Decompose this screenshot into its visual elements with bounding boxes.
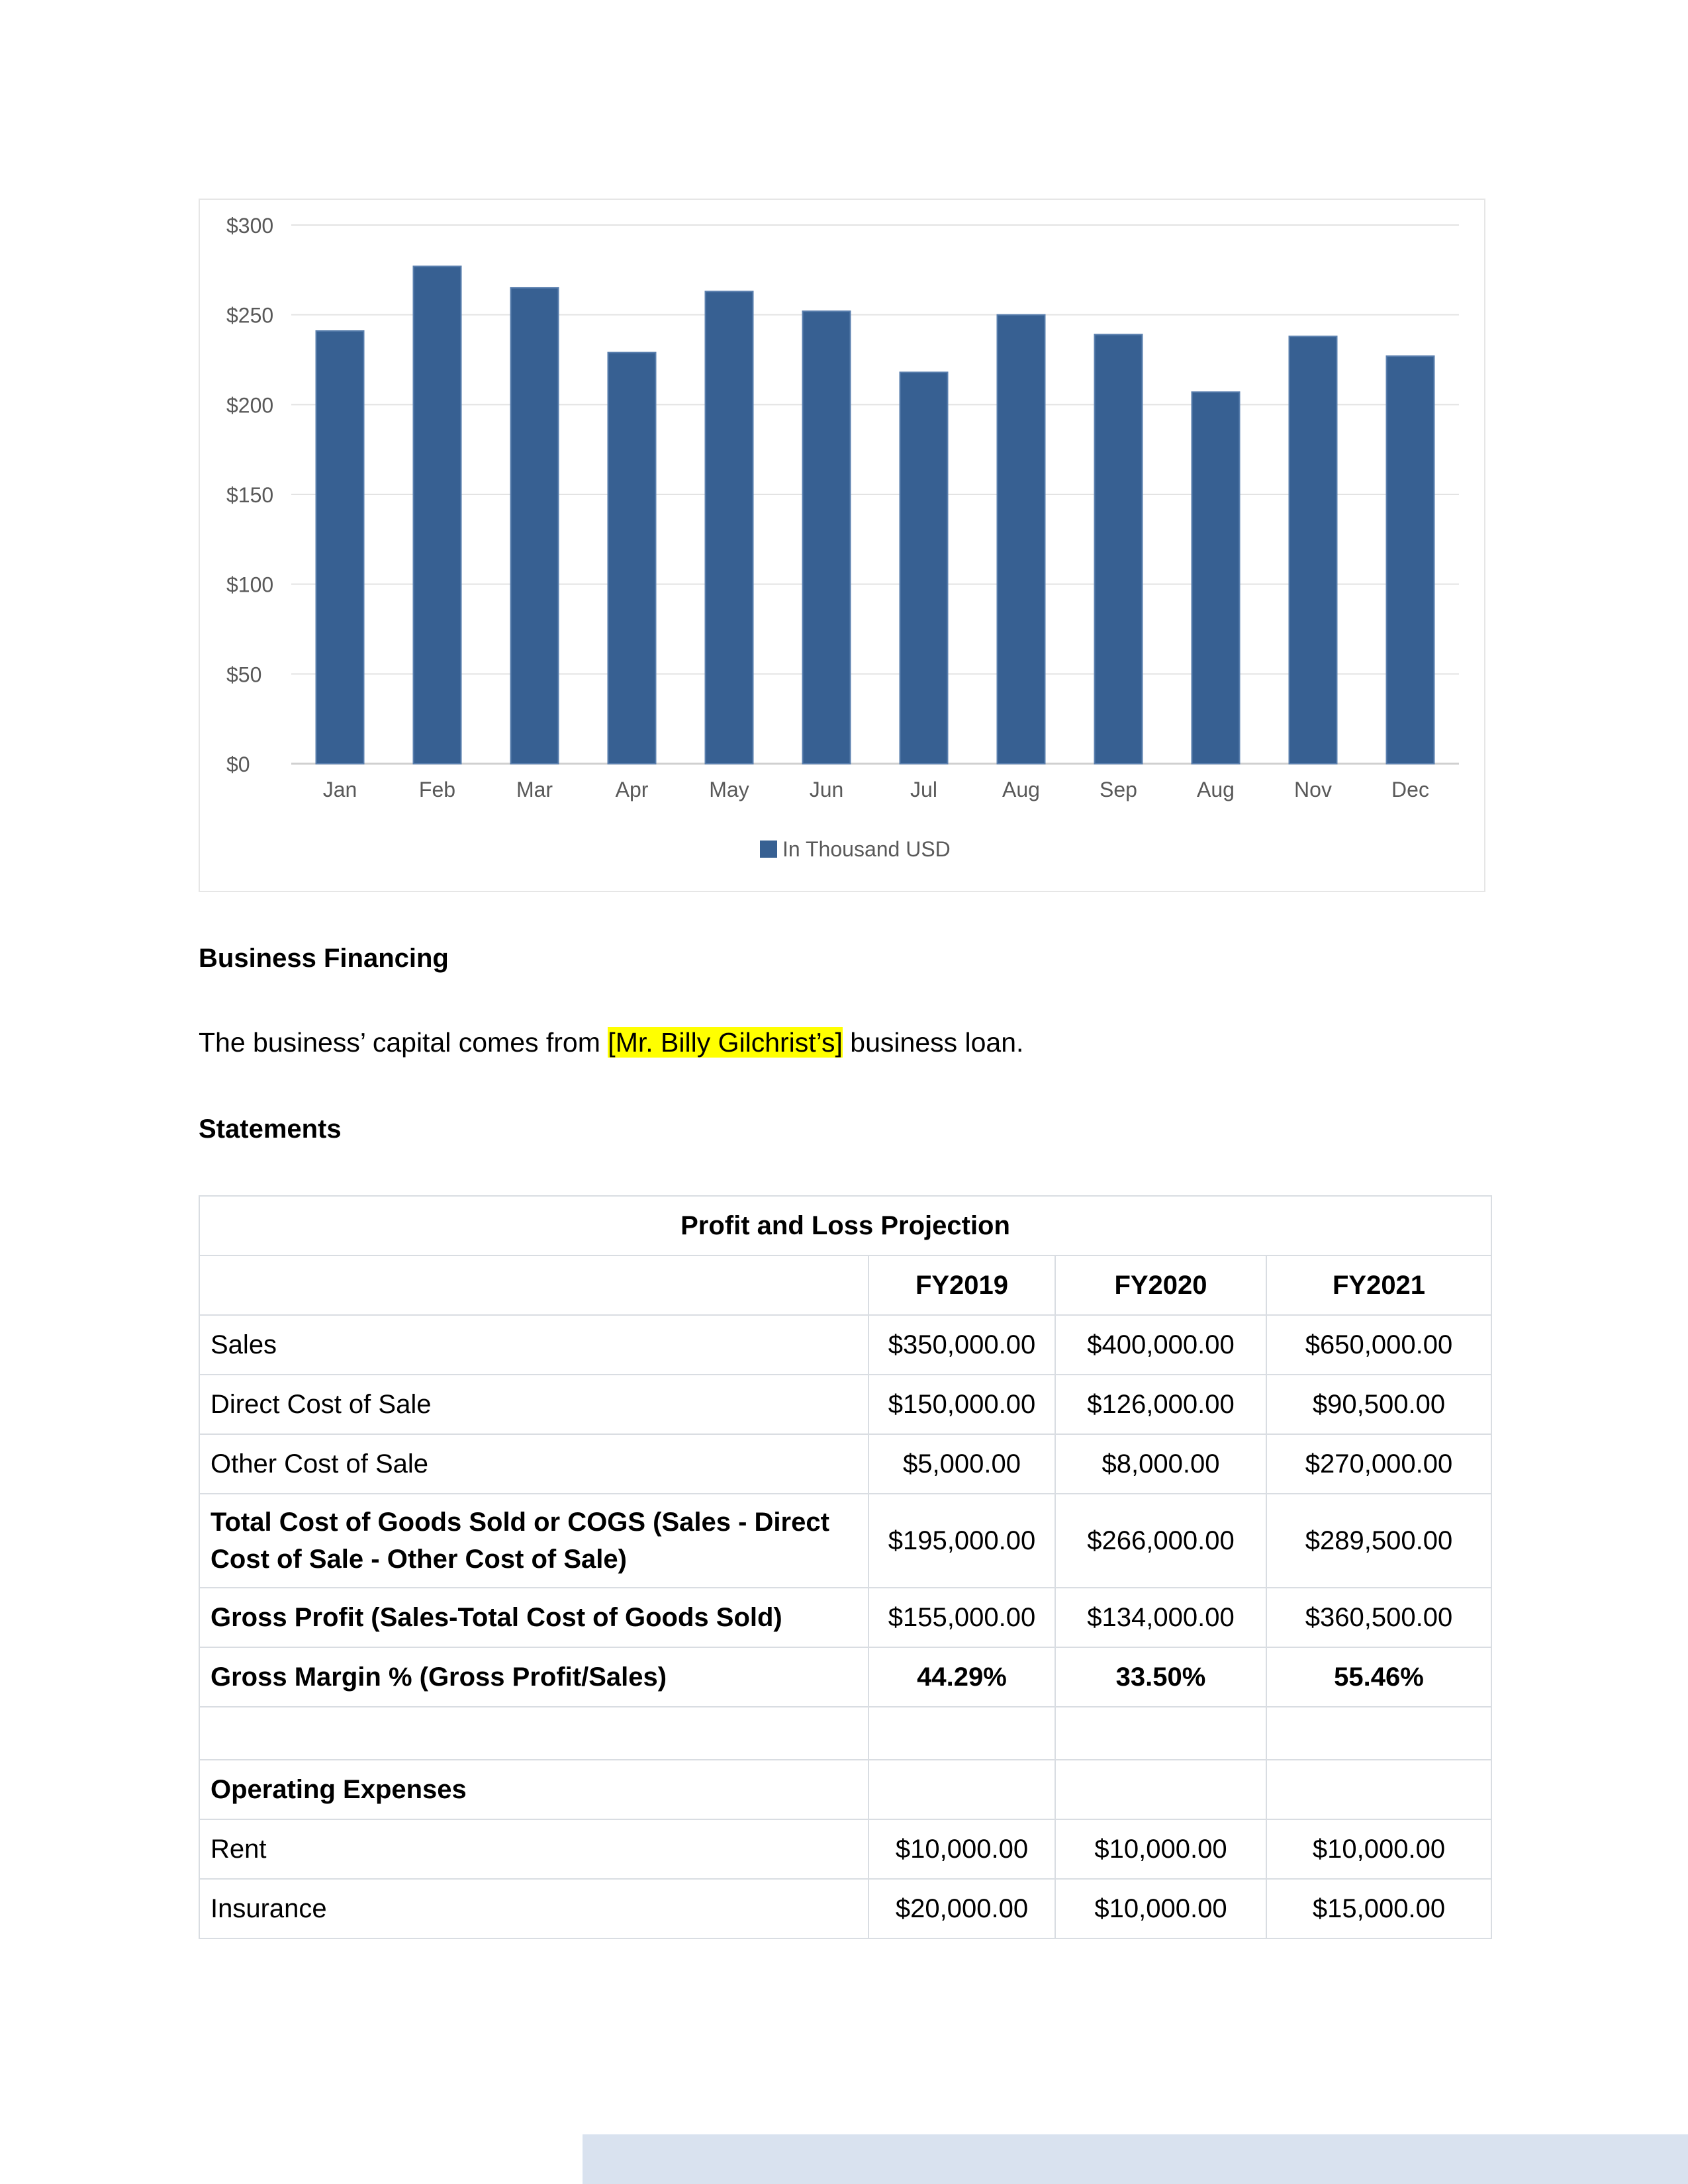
y-tick-label: $200 [226,393,274,418]
year-header: FY2021 [1266,1255,1491,1315]
bar [1095,335,1143,764]
table-row [199,1588,1491,1647]
y-tick-label: $50 [226,662,262,687]
row-label: Rent [199,1819,868,1879]
bar [998,315,1045,764]
business-financing-heading: Business Financing [199,944,449,973]
x-tick-label: May [709,778,749,801]
row-value: $10,000.00 [868,1819,1055,1879]
x-tick-label: Dec [1391,778,1429,801]
y-tick-label: $150 [226,483,274,507]
empty-cell [199,1707,868,1760]
chart-canvas [200,200,1484,891]
x-tick-label: Nov [1294,778,1332,801]
table-row [199,1375,1491,1434]
row-value: $400,000.00 [1055,1315,1266,1375]
row-value: $20,000.00 [868,1879,1055,1938]
row-value: $10,000.00 [1055,1819,1266,1879]
bar [706,291,753,764]
row-value: 55.46% [1266,1647,1491,1707]
table-row [199,1315,1491,1375]
x-tick-label: Mar [516,778,553,801]
table-row [199,1819,1491,1879]
row-label: Gross Margin % (Gross Profit/Sales) [199,1647,868,1707]
row-value: 44.29% [868,1647,1055,1707]
highlighted-placeholder: [Mr. Billy Gilchrist’s] [608,1027,843,1058]
table-row [199,1434,1491,1494]
bar [608,353,656,764]
row-label: Total Cost of Goods Sold or COGS (Sales - Direct Cost of Sale - Other Cost of Sale) [199,1494,868,1588]
row-value: $90,500.00 [1266,1375,1491,1434]
empty-cell [1055,1760,1266,1819]
section-label: Operating Expenses [199,1760,868,1819]
row-value: $5,000.00 [868,1434,1055,1494]
y-tick-label: $250 [226,303,274,328]
row-value: $289,500.00 [1266,1494,1491,1588]
row-value: $195,000.00 [868,1494,1055,1588]
statements-heading: Statements [199,1115,342,1144]
financing-text-after: business loan. [842,1027,1024,1058]
row-value: $150,000.00 [868,1375,1055,1434]
bar [1289,336,1337,764]
x-tick-label: Aug [1197,778,1235,801]
row-value: $126,000.00 [1055,1375,1266,1434]
row-label: Sales [199,1315,868,1375]
x-tick-label: Jan [322,778,357,801]
year-header: FY2019 [868,1255,1055,1315]
profit-loss-table [199,1195,1492,1939]
row-label: Insurance [199,1879,868,1938]
bar [414,266,461,764]
bar [1192,392,1240,764]
row-value: $360,500.00 [1266,1588,1491,1647]
table-section-row [199,1760,1491,1819]
y-tick-label: $100 [226,572,274,597]
row-label: Other Cost of Sale [199,1434,868,1494]
bar [316,331,364,764]
x-tick-label: Apr [615,778,649,801]
row-value: $10,000.00 [1266,1819,1491,1879]
year-header: FY2020 [1055,1255,1266,1315]
y-tick-label: $0 [226,752,250,776]
row-label: Gross Profit (Sales-Total Cost of Goods Sold) [199,1588,868,1647]
empty-cell [1055,1707,1266,1760]
row-value: $266,000.00 [1055,1494,1266,1588]
financing-text-before: The business’ capital comes from [199,1027,608,1058]
row-value: 33.50% [1055,1647,1266,1707]
bar [511,288,559,764]
footer-band [583,2134,1688,2184]
row-value: $650,000.00 [1266,1315,1491,1375]
x-tick-label: Aug [1002,778,1040,801]
table-header-row [199,1255,1491,1315]
row-value: $270,000.00 [1266,1434,1491,1494]
row-value: $134,000.00 [1055,1588,1266,1647]
table-title-row [199,1196,1491,1255]
x-tick-label: Sep [1100,778,1137,801]
row-value: $10,000.00 [1055,1879,1266,1938]
bar-chart [199,199,1485,892]
x-tick-label: Feb [418,778,456,801]
table-title: Profit and Loss Projection [199,1196,1491,1255]
legend-swatch [760,841,777,858]
empty-cell [1266,1760,1491,1819]
row-value: $15,000.00 [1266,1879,1491,1938]
bar [1387,356,1434,764]
x-tick-label: Jul [910,778,937,801]
x-tick-label: Jun [809,778,844,801]
y-tick-label: $300 [226,214,274,238]
table-row [199,1647,1491,1707]
bar [900,372,948,764]
financing-paragraph [199,1026,1023,1059]
table-row [199,1879,1491,1938]
row-value: $350,000.00 [868,1315,1055,1375]
bar [803,311,851,764]
row-label: Direct Cost of Sale [199,1375,868,1434]
row-value: $155,000.00 [868,1588,1055,1647]
legend-label: In Thousand USD [782,837,951,861]
empty-cell [868,1760,1055,1819]
table-row-empty [199,1707,1491,1760]
header-empty-cell [199,1255,868,1315]
empty-cell [1266,1707,1491,1760]
table-row [199,1494,1491,1588]
row-value: $8,000.00 [1055,1434,1266,1494]
empty-cell [868,1707,1055,1760]
